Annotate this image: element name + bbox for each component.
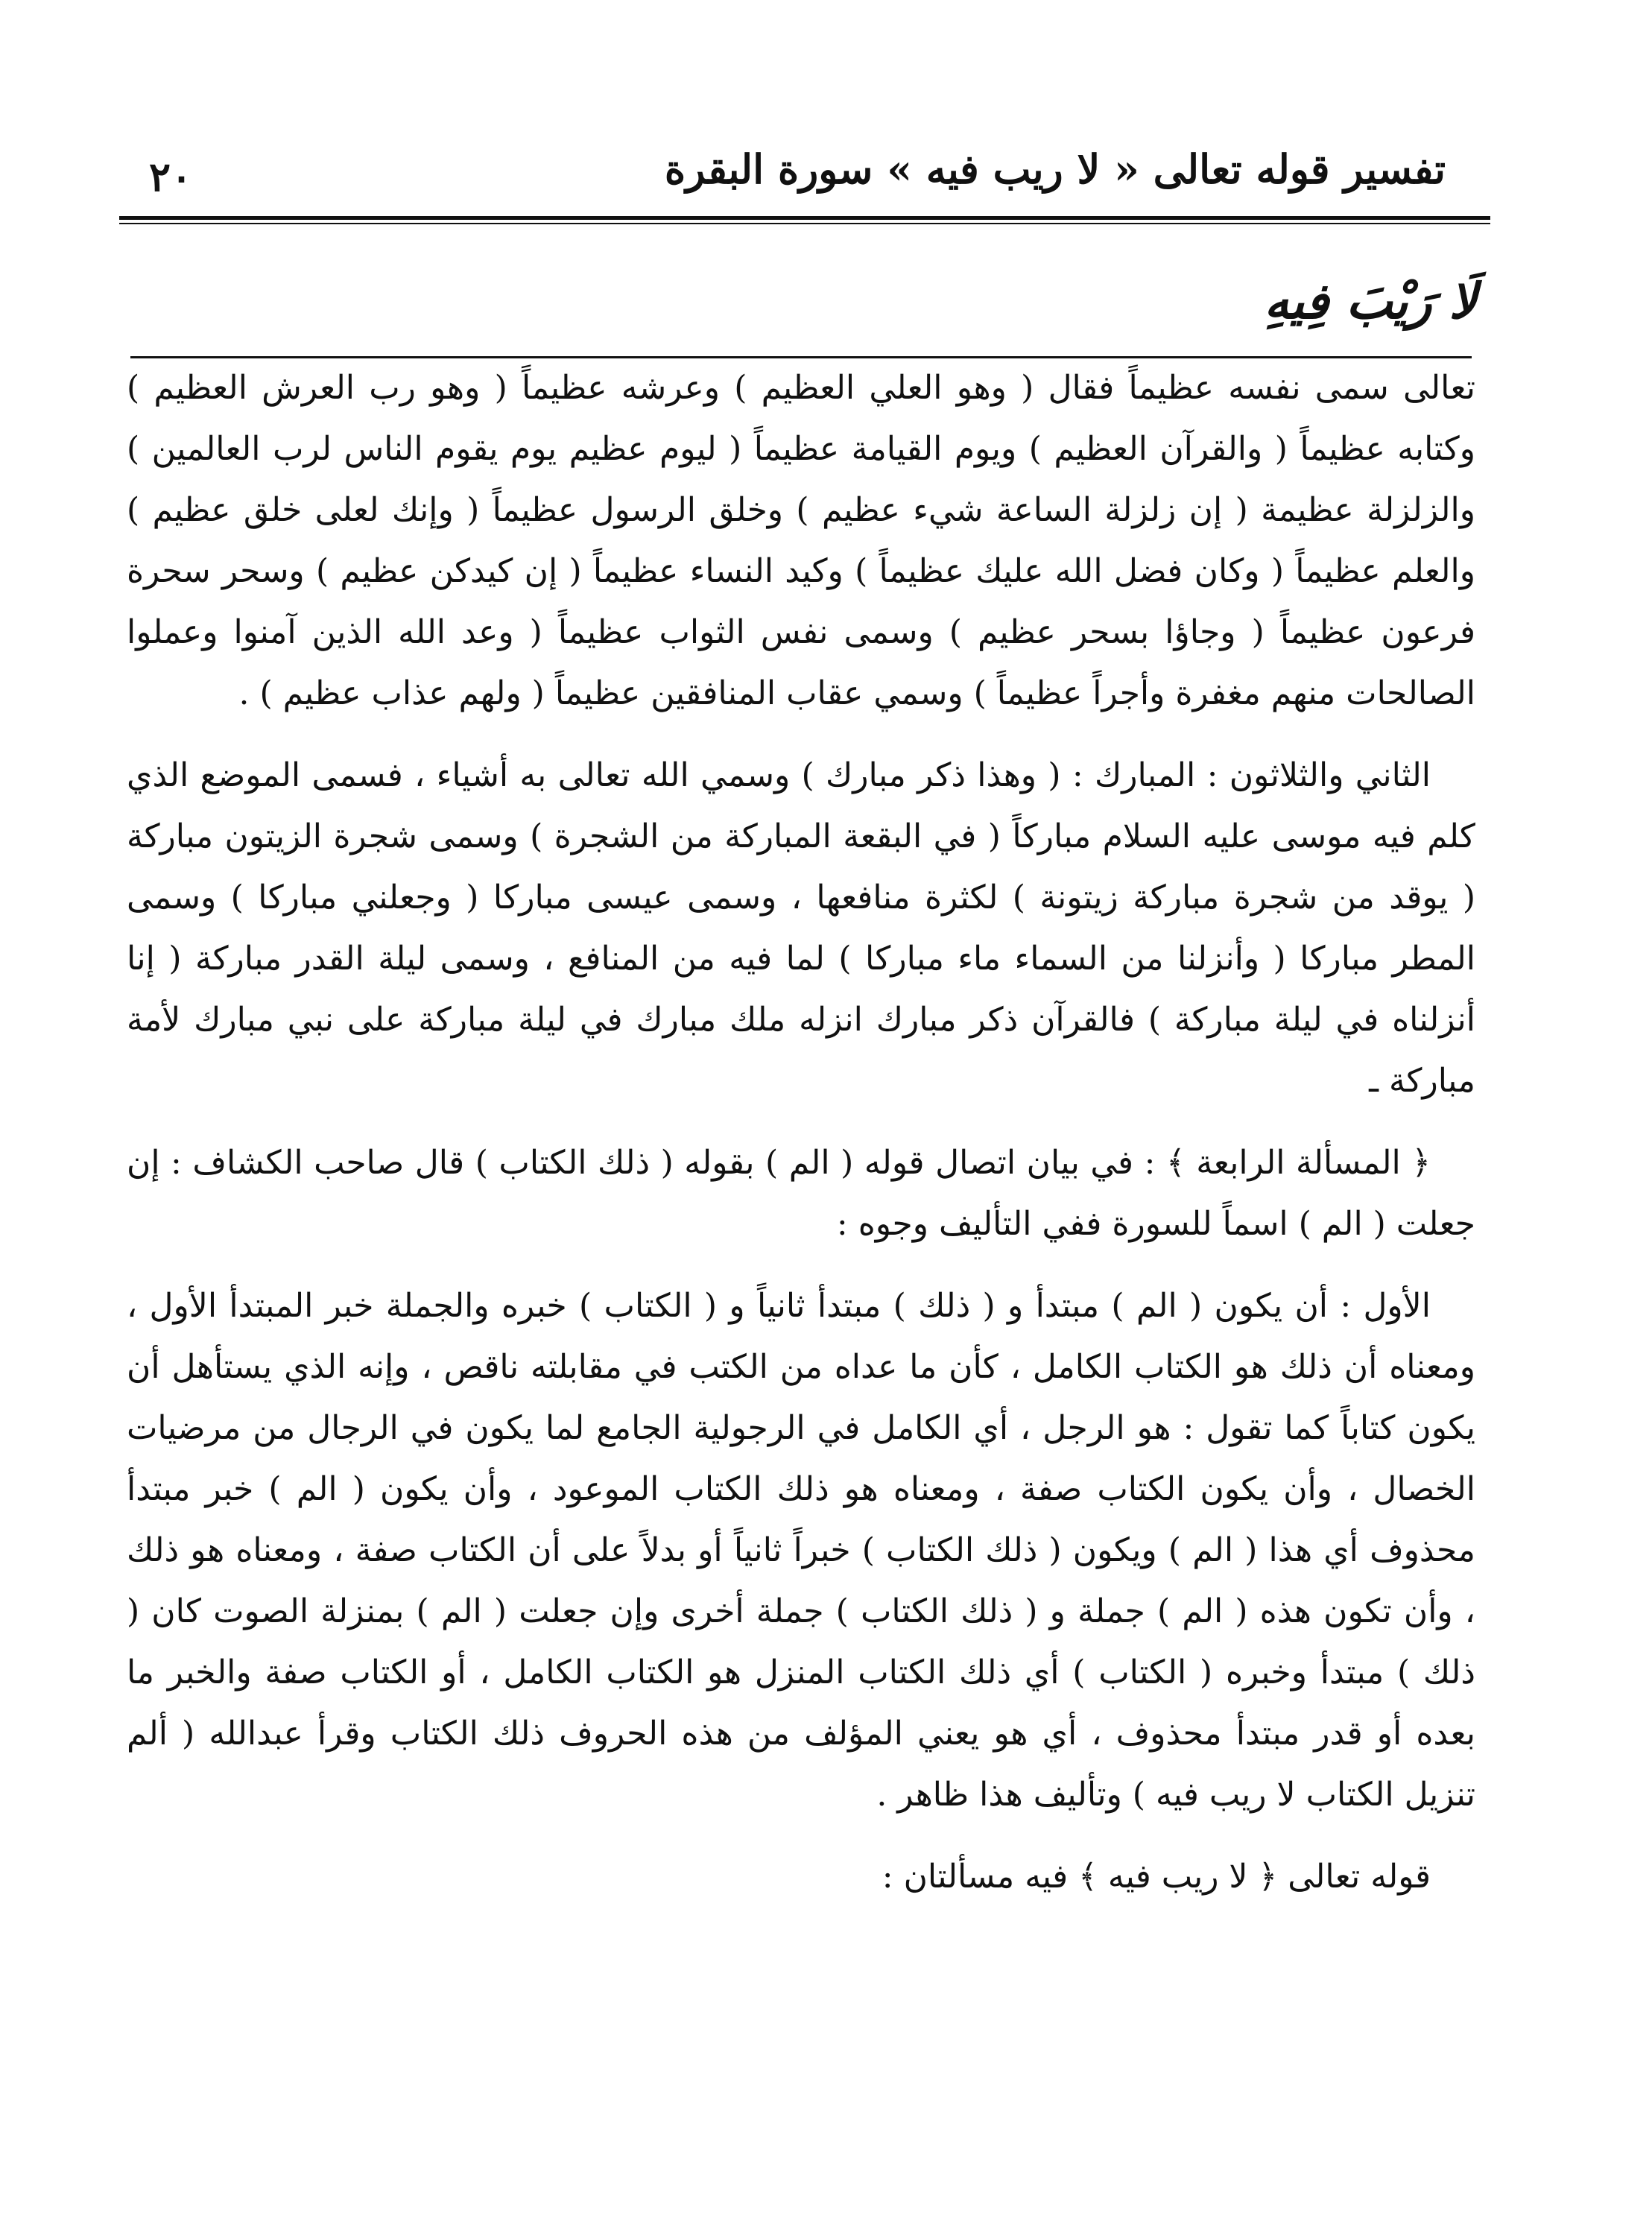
- page-header: [119, 145, 1490, 212]
- verse-heading: لَا رَيْبَ فِيهِ: [1264, 272, 1477, 330]
- body-text: [127, 358, 1475, 1928]
- header-rule: [119, 216, 1490, 224]
- page-number: ٢٠: [149, 153, 193, 200]
- paragraph-first-aspect: الأول : أن يكون ( الم ) مبتدأ و ( ذلك ) مبتدأ ثانياً و ( الكتاب ) خبره والجملة خبر المبتدأ الأول ، ومعناه أن ذلك هو الكتاب الكامل ، كأن ما عداه من الكتب في مقابلته ناقص ، وإنه الذي يستأهل أن يكون كتاباً كما تقول : هو الرجل ، أي الكامل في الرجولية الجامع لما يكون في الرجال من مرضيات الخصال ، وأن يكون الكتاب صفة ، ومعناه هو ذلك الكتاب الموعود ، وأن يكون ( الم ) خبر مبتدأ محذوف أي هذا ( الم ) ويكون ( ذلك الكتاب ) خبراً ثانياً أو بدلاً على أن الكتاب صفة ، ومعناه هو ذلك ، وأن تكون هذه ( الم ) جملة و ( ذلك الكتاب ) جملة أخرى وإن جعلت ( الم ) بمنزلة الصوت كان ( ذلك ) مبتدأ وخبره ( الكتاب ) أي ذلك الكتاب المنزل هو الكتاب الكامل ، أو الكتاب صفة والخبر ما بعده أو قدر مبتدأ محذوف ، أي هو يعني المؤلف من هذه الحروف ذلك الكتاب وقرأ عبدالله ( ألم تنزيل الكتاب لا ريب فيه ) وتأليف هذا ظاهر .: [127, 1287, 1476, 1814]
- paragraph-great-names: تعالى سمى نفسه عظيماً فقال ( وهو العلي العظيم ) وعرشه عظيماً ( وهو رب العرش العظيم ) وكتابه عظيماً ( والقرآن العظيم ) ويوم القيامة عظيماً ( ليوم عظيم يوم يقوم الناس لرب العالمين ) والزلزلة عظيمة ( إن زلزلة الساعة شيء عظيم ) وخلق الرسول عظيماً ( وإنك لعلى خلق عظيم ) والعلم عظيماً ( وكان فضل الله عليك عظيماً ) وكيد النساء عظيماً ( إن كيدكن عظيم ) وسحر سحرة فرعون عظيماً ( وجاؤا بسحر عظيم ) وسمى نفس الثواب عظيماً ( وعد الله الذين آمنوا وعملوا الصالحات منهم مغفرة وأجراً عظيماً ) وسمي عقاب المنافقين عظيماً ( ولهم عذاب عظيم ) .: [127, 369, 1475, 712]
- paragraph-blessed: الثاني والثلاثون : المبارك : ( وهذا ذكر مبارك ) وسمي الله تعالى به أشياء ، فسمى الموضع الذي كلم فيه موسى عليه السلام مباركاً ( في البقعة المباركة من الشجرة ) وسمى شجرة الزيتون مباركة ( يوقد من شجرة مباركة زيتونة ) لكثرة منافعها ، وسمى عيسى مباركا ( وجعلني مباركا ) وسمى المطر مباركا ( وأنزلنا من السماء ماء مباركا ) لما فيه من المنافع ، وسمى ليلة القدر مباركة ( إنا أنزلناه في ليلة مباركة ) فالقرآن ذكر مبارك انزله ملك مبارك في ليلة مباركة على نبي مبارك لأمة مباركة ـ: [127, 756, 1475, 1100]
- paragraph-fourth-issue: ﴿ المسألة الرابعة ﴾ : في بيان اتصال قوله ( الم ) بقوله ( ذلك الكتاب ) قال صاحب الكشاف : إن جعلت ( الم ) اسماً للسورة ففي التأليف وجوه :: [127, 1144, 1475, 1243]
- paragraph-no-doubt: قوله تعالى ﴿ لا ريب فيه ﴾ فيه مسألتان :: [882, 1858, 1431, 1896]
- running-title: تفسير قوله تعالى « لا ريب فيه » سورة البقرة: [664, 145, 1446, 193]
